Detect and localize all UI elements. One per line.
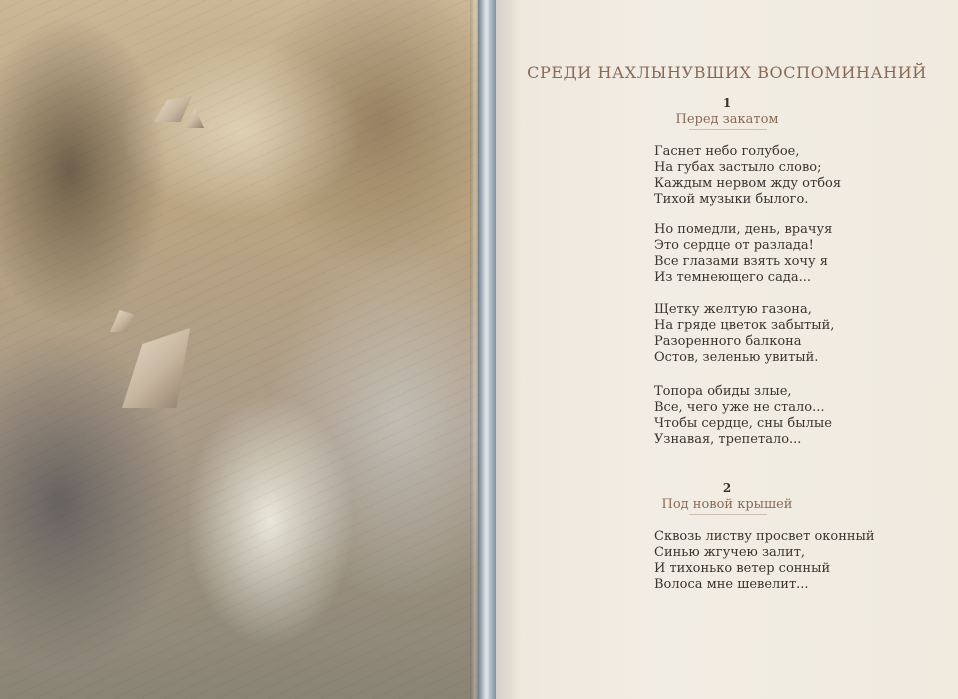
poem-line: Все, чего уже не стало... <box>654 400 825 415</box>
poem-line: Остов, зеленью увитый. <box>654 350 819 365</box>
poem-line: Щетку желтую газона, <box>654 302 812 317</box>
poem-line: И тихонько ветер сонный <box>654 561 831 576</box>
page-title: СРЕДИ НАХЛЫНУВШИХ ВОСПОМИНАНИЙ <box>527 63 927 82</box>
section-title: Под новой крышей <box>661 497 793 512</box>
painted-stone <box>122 328 190 408</box>
poem-line: На гряде цветок забытый, <box>654 318 835 333</box>
right-page-text <box>496 0 958 699</box>
poem-line: Чтобы сердце, сны былые <box>654 416 832 431</box>
poem-line: На губах застыло слово; <box>654 160 822 175</box>
poem-line: Гаснет небо голубое, <box>654 144 800 159</box>
poem-stanza <box>654 302 934 366</box>
book-spine <box>478 0 496 699</box>
poem-line: Все глазами взять хочу я <box>654 254 828 269</box>
poem-line: Узнавая, трепетало... <box>654 432 802 447</box>
poem-stanza <box>654 222 934 286</box>
section-divider <box>689 514 767 515</box>
left-page-painting <box>0 0 478 699</box>
section-number: 1 <box>722 96 732 110</box>
page-edge-highlight <box>470 0 478 699</box>
poem-line: Каждым нервом жду отбоя <box>654 176 842 191</box>
poem-line: Разоренного балкона <box>654 334 802 349</box>
section-divider <box>689 129 767 130</box>
poem-line: Сквозь листву просвет оконный <box>654 529 875 544</box>
painted-stone <box>110 310 134 332</box>
poem-line: Но помедли, день, врачуя <box>654 222 833 237</box>
poem-stanza <box>654 529 934 593</box>
poem-line: Синью жгучею залит, <box>654 545 806 560</box>
painted-stone <box>154 96 192 122</box>
poem-stanza <box>654 144 934 208</box>
poem-line: Топора обиды злые, <box>654 384 792 399</box>
poem-line: Из темнеющего сада... <box>654 270 811 285</box>
poem-line: Это сердце от разлада! <box>654 238 814 253</box>
poem-line: Волоса мне шевелит... <box>654 577 809 592</box>
painted-stone <box>186 108 204 128</box>
poem-line: Тихой музыки былого. <box>654 192 809 207</box>
section-number: 2 <box>722 481 732 495</box>
poem-stanza <box>654 384 934 448</box>
section-title: Перед закатом <box>675 112 779 127</box>
